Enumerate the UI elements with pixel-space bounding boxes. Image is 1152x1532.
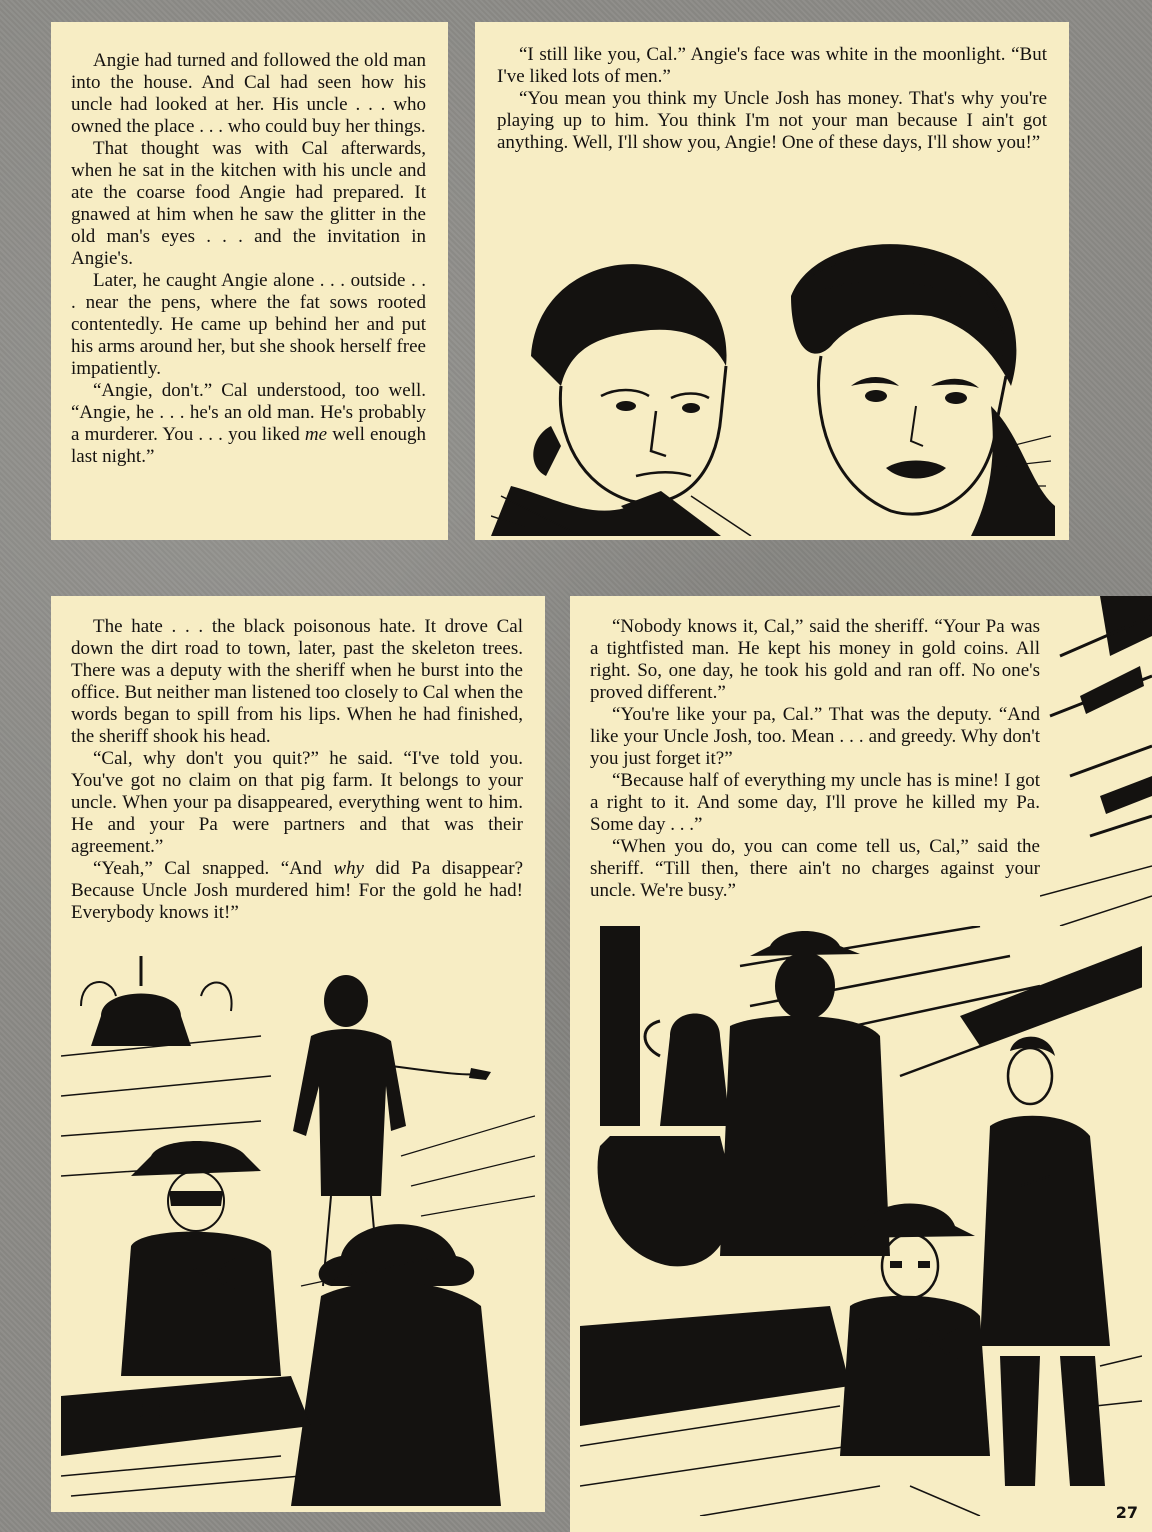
emphasis: why [333,858,364,879]
roof-beams-illustration [1040,596,1152,926]
emphasis: me [304,424,328,445]
paragraph: Angie had turned and followed the old man into the house. And Cal had seen how his uncle had looked at her. His uncle . . . who owned the place . . . who could buy her things. [71,50,426,137]
paragraph: “Cal, why don't you quit?” he said. “I've told you. You've got no claim on that pig farm. It belongs to your uncle. When your pa disappeared, everything went to him. He and your Pa were partners and that was their agreement.” [71,748,523,857]
panel-1-text [71,50,426,468]
panel-2-text [497,44,1047,154]
paragraph: “You mean you think my Uncle Josh has money. That's why you're playing up to him. You think I'm not your man because I ain't got anything. Well, I'll show you, Angie! One of these days, I'll show you!” [497,88,1047,153]
panel-1 [51,22,448,540]
sheriff-interior-illustration [580,926,1142,1516]
sheriff-office-illustration [61,956,535,1506]
paragraph: “I still like you, Cal.” Angie's face was white in the moonlight. “But I've liked lots of men.” [497,44,1047,87]
paragraph: “Yeah,” Cal snapped. “And why did Pa disappear? Because Uncle Josh murdered him! For the gold he had! Everybody knows it!” [71,858,524,923]
panel-4-text [590,616,1040,902]
paragraph: The hate . . . the black poisonous hate. It drove Cal down the dirt road to town, later, past the skeleton trees. There was a deputy with the sheriff when he burst into the office. But neither man listened too closely to Cal when the words began to spill from his lips. When he had finished, the sheriff shook his head. [71,616,523,747]
paragraph: “You're like your pa, Cal.” That was the deputy. “And like your Uncle Josh, too. Mean . . . and greedy. Why don't you just forget it?” [590,704,1040,769]
panel-4 [570,596,1152,1532]
paragraph: “When you do, you can come tell us, Cal,” said the sheriff. “Till then, there ain't no charges against your uncle. We're busy.” [590,836,1040,901]
page-number: 27 [1115,1503,1138,1522]
couple-portrait-illustration [491,236,1055,536]
panel-2 [475,22,1069,540]
panel-3-text [71,616,523,924]
panel-3 [51,596,545,1512]
paragraph: “Nobody knows it, Cal,” said the sheriff. “Your Pa was a tightfisted man. He kept his money in gold coins. All right. So, one day, he took his gold and ran off. No one's proved different.” [590,616,1040,703]
paragraph: “Angie, don't.” Cal understood, too well. “Angie, he . . . he's an old man. He's probably a murderer. You . . . you liked me well enough last night.” [71,380,426,467]
paragraph: “Because half of everything my uncle has is mine! I got a right to it. And some day, I'll prove he killed my Pa. Some day . . .” [590,770,1040,835]
paragraph: Later, he caught Angie alone . . . outside . . . near the pens, where the fat sows rooted contentedly. He came up behind her and put his arms around her, but she shook herself free impatiently. [71,270,426,379]
paragraph: That thought was with Cal afterwards, when he sat in the kitchen with his uncle and ate the coarse food Angie had prepared. It gnawed at him when he saw the glitter in the old man's eyes . . . and the invitation in Angie's. [71,138,426,269]
